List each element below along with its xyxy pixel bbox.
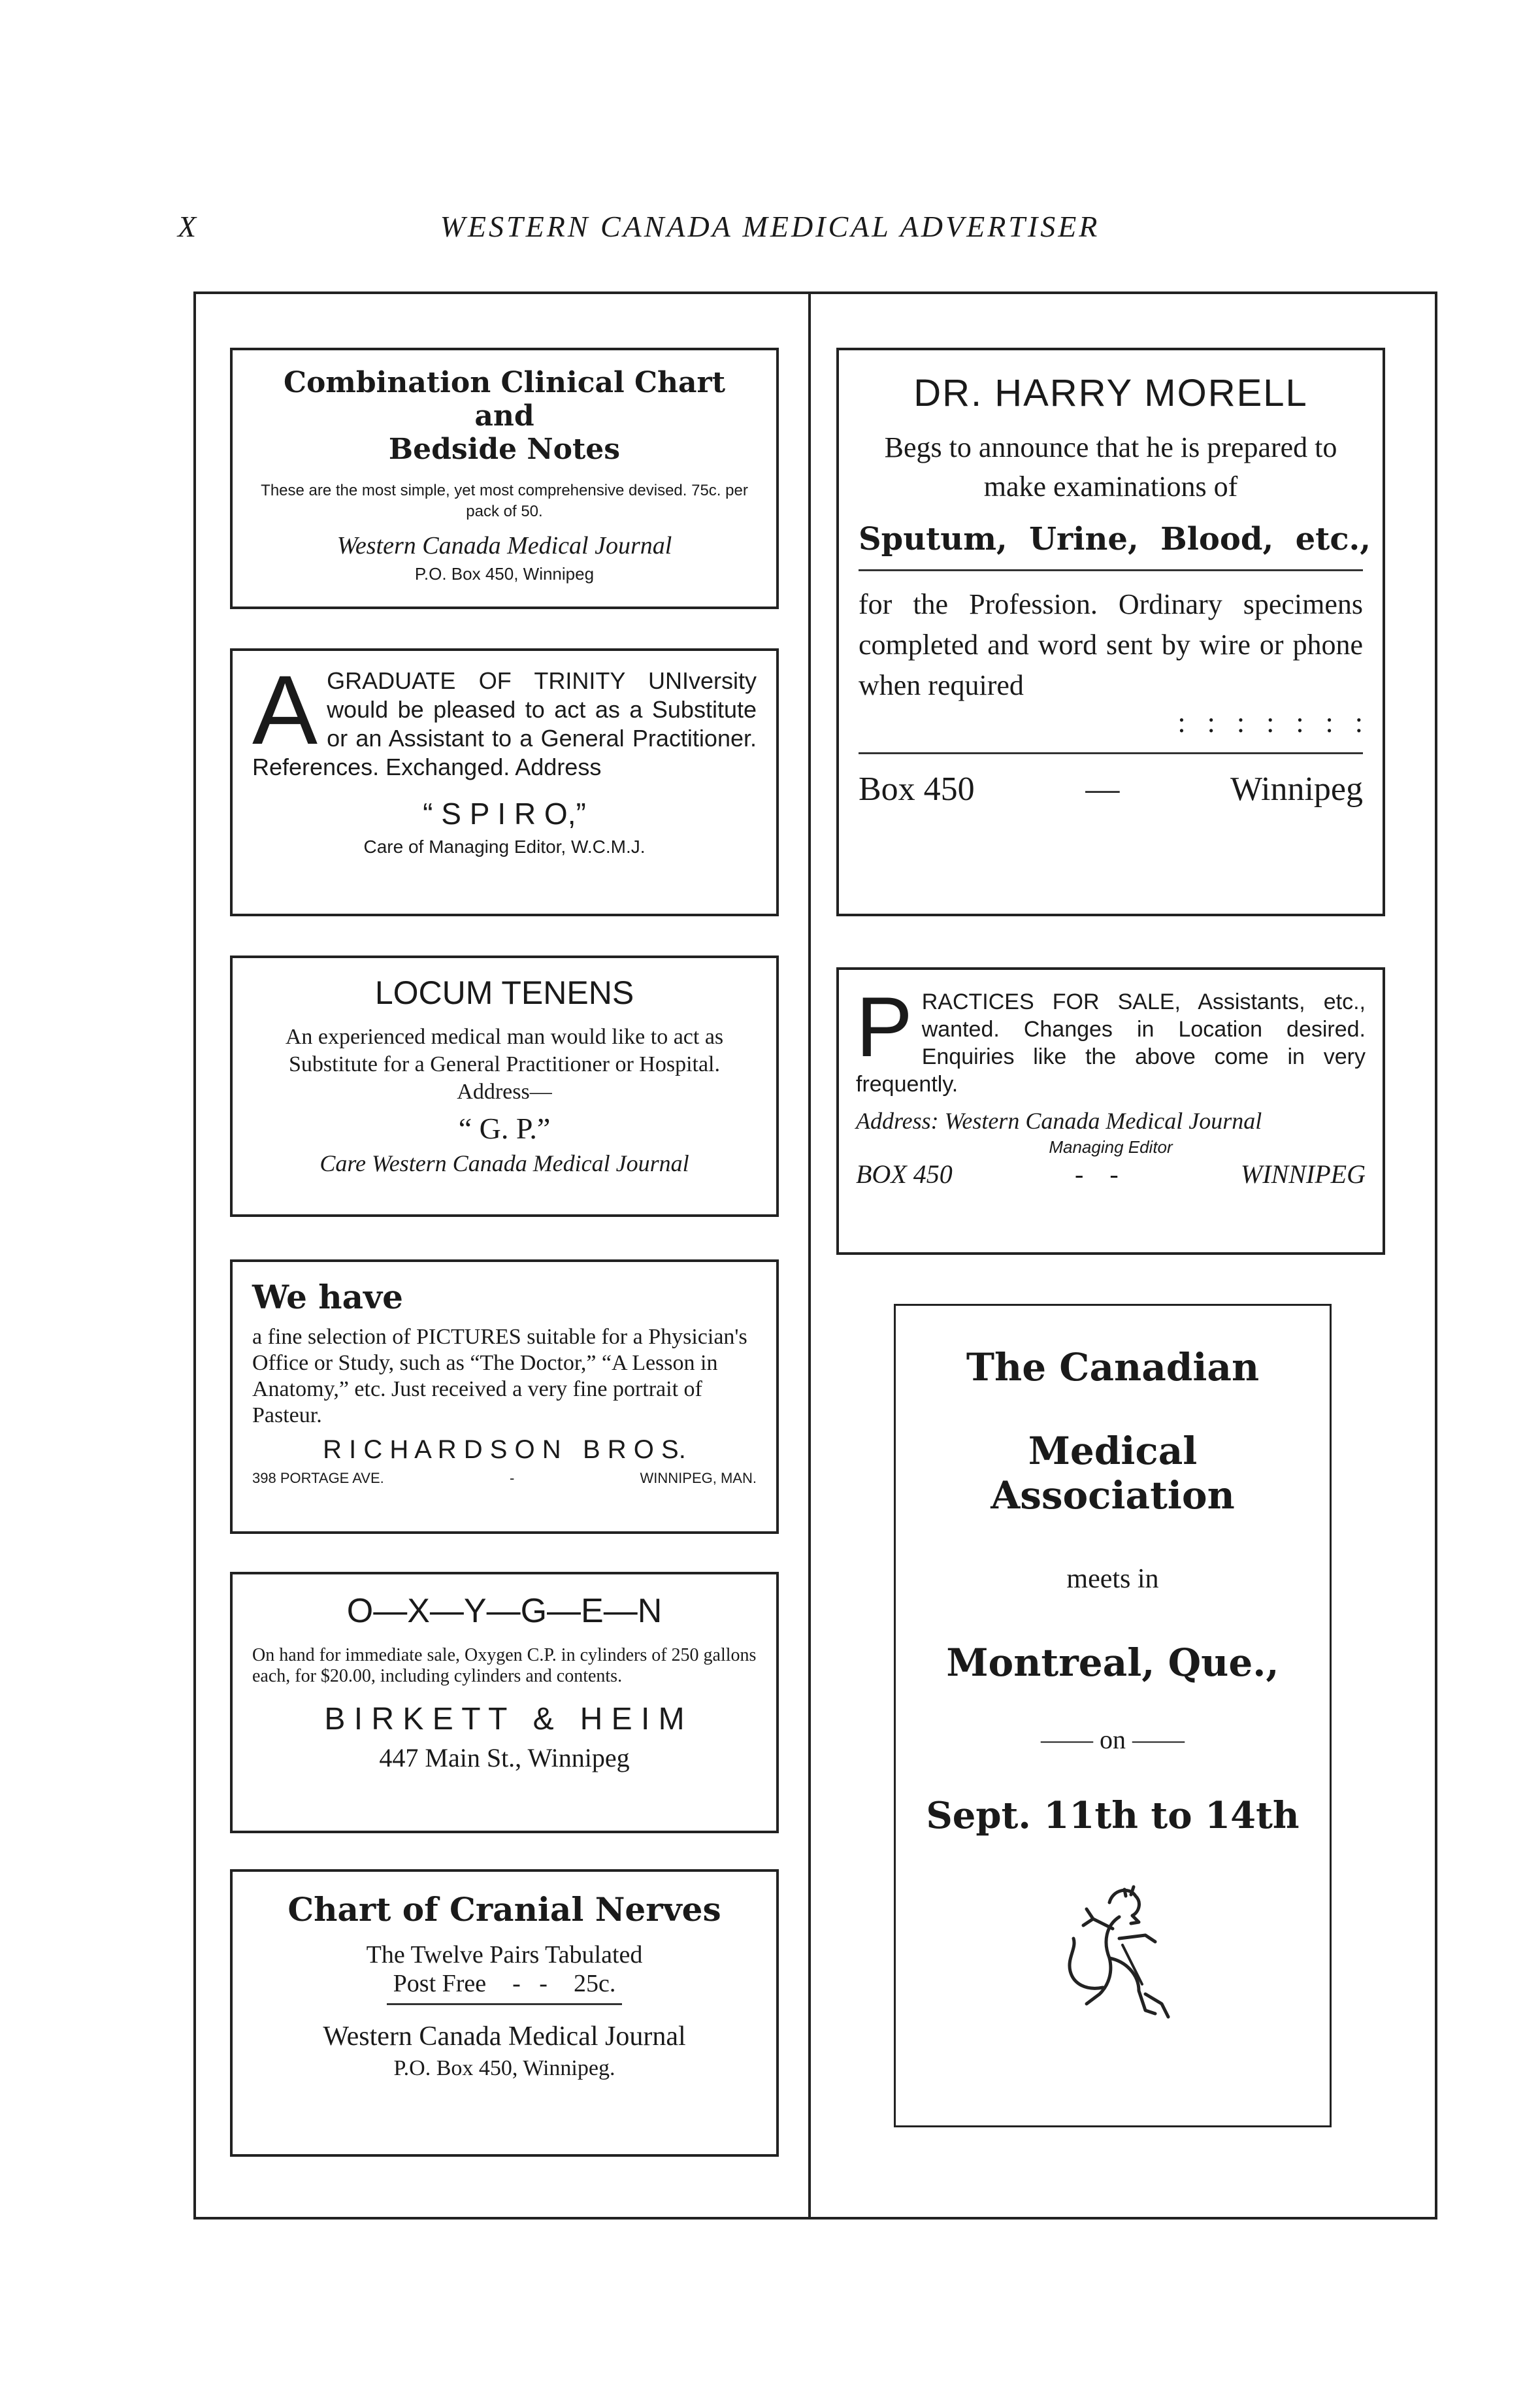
ad-pictures-title: We have (252, 1278, 403, 1316)
heraldic-lion-icon (1047, 1876, 1178, 2027)
ad-practices-box-line (856, 1159, 1366, 1189)
ad-morell-rule2 (859, 752, 1363, 754)
ad-cma-title-line1: The Canadian (966, 1345, 1260, 1389)
ad-graduate-care: Care of Managing Editor, W.C.M.J. (363, 837, 646, 857)
ad-cma-dates: Sept. 11th to 14th (926, 1794, 1300, 1837)
ad-pictures-street: 398 PORTAGE AVE. (252, 1470, 384, 1486)
column-divider (808, 291, 811, 2219)
ad-graduate (230, 648, 779, 916)
ad-morell-city: Winnipeg (1230, 771, 1363, 808)
ad-chart-title-line1: Combination Clinical Chart and (283, 366, 726, 433)
ad-morell-rule (859, 569, 1363, 571)
ad-locum-tenens (230, 956, 779, 1217)
ad-graduate-name: “ S P I R O,” (423, 797, 586, 831)
ad-morell-intro: Begs to announce that he is prepared to make examinations of (884, 431, 1337, 503)
ad-pictures-firm: R I C H A R D S O N B R O S. (323, 1435, 686, 1464)
ad-morell-dash: — (1085, 771, 1120, 808)
ad-morell-items: Sputum, Urine, Blood, etc., (859, 521, 1371, 557)
ad-cma-title-line2: Medical Association (991, 1429, 1235, 1518)
ad-locum-body: An experienced medical man would like to act as Substitute for a General Practitioner or Hospital. Address— (285, 1025, 724, 1104)
ad-cranial-dashes: - - (512, 1970, 548, 1997)
ad-practices-for-sale (836, 967, 1385, 1255)
ad-chart-title-line2: Bedside Notes (388, 433, 621, 466)
ad-chart-publisher: Western Canada Medical Journal (336, 532, 672, 559)
ad-practices-dashes: - - (1075, 1159, 1119, 1189)
ad-pictures-body: a fine selection of PICTURES suitable for a Physician's Office or Study, such as “The Doctor,” “A Lesson in Anatomy,” etc. Just received a very fine portrait of Pasteur. (252, 1325, 747, 1427)
ad-cranial-post-free: Post Free (393, 1970, 487, 1997)
ad-practices-dropcap: P (856, 979, 913, 1074)
ad-practices-body: RACTICES FOR SALE, Assistants, etc., wanted. Changes in Location desired. Enquiries like the above come in very frequently. (856, 989, 1366, 1097)
ad-cranial-line1: The Twelve Pairs Tabulated (366, 1941, 643, 1969)
ad-cma-on: —— on —— (1041, 1725, 1185, 1754)
ad-chart-address: P.O. Box 450, Winnipeg (414, 564, 595, 584)
ad-practices-address: Address: Western Canada Medical Journal (856, 1108, 1262, 1134)
ad-cma-meets: meets in (1066, 1564, 1159, 1594)
ad-oxygen-address: 447 Main St., Winnipeg (379, 1743, 630, 1772)
ad-locum-care: Care Western Canada Medical Journal (319, 1150, 689, 1176)
ad-dr-morell (836, 348, 1385, 916)
ad-pictures (230, 1259, 779, 1534)
ad-morell-box-line (859, 770, 1363, 808)
ad-pictures-dash: - (509, 1470, 515, 1486)
ad-oxygen-body: On hand for immediate sale, Oxygen C.P. in cylinders of 250 gallons each, for $20.00, including cylinders and contents. (252, 1645, 757, 1686)
ad-chart-body: These are the most simple, yet most comprehensive devised. 75c. per pack of 50. (261, 482, 748, 520)
ad-morell-colons: : : : : : : : (1177, 707, 1363, 739)
ad-locum-name: “ G. P.” (458, 1112, 551, 1145)
ad-oxygen-firm: B I R K E T T & H E I M (324, 1702, 685, 1737)
ad-cranial-nerves (230, 1869, 779, 2157)
ad-practices-city: WINNIPEG (1240, 1159, 1366, 1189)
ad-locum-title: LOCUM TENENS (374, 974, 634, 1011)
ad-morell-box: Box 450 (859, 771, 975, 808)
ad-cranial-title: Chart of Cranial Nerves (287, 1890, 721, 1929)
ad-clinical-chart (230, 348, 779, 609)
ad-canadian-medical-association (894, 1304, 1332, 2127)
ad-pictures-address (252, 1470, 757, 1487)
page-marker: X (178, 210, 199, 243)
ad-pictures-city: WINNIPEG, MAN. (640, 1470, 757, 1486)
ad-cma-place: Montreal, Que., (946, 1640, 1279, 1685)
ad-oxygen-title: O—X—Y—G—E—N (346, 1592, 663, 1630)
ad-practices-editor: Managing Editor (1049, 1137, 1173, 1157)
ad-cranial-line2 (252, 1969, 757, 1998)
ad-practices-box: BOX 450 (856, 1159, 953, 1189)
ad-morell-name: DR. HARRY MORELL (913, 372, 1308, 414)
ad-cranial-address: P.O. Box 450, Winnipeg. (393, 2056, 615, 2080)
ad-cranial-price: 25c. (573, 1970, 616, 1997)
ad-oxygen (230, 1572, 779, 1833)
running-title: WESTERN CANADA MEDICAL ADVERTISER (440, 210, 1100, 243)
ad-graduate-body: GRADUATE OF TRINITY UNIversity would be pleased to act as a Substitute or an Assistant to a General Practitioner. References. Exchanged. Address (252, 667, 757, 780)
ad-morell-body: for the Profession. Ordinary specimens completed and word sent by wire or phone when required (859, 588, 1363, 701)
ad-cranial-rule (387, 2003, 622, 2005)
ad-cranial-publisher: Western Canada Medical Journal (323, 2021, 686, 2052)
ad-graduate-dropcap: A (252, 655, 318, 765)
